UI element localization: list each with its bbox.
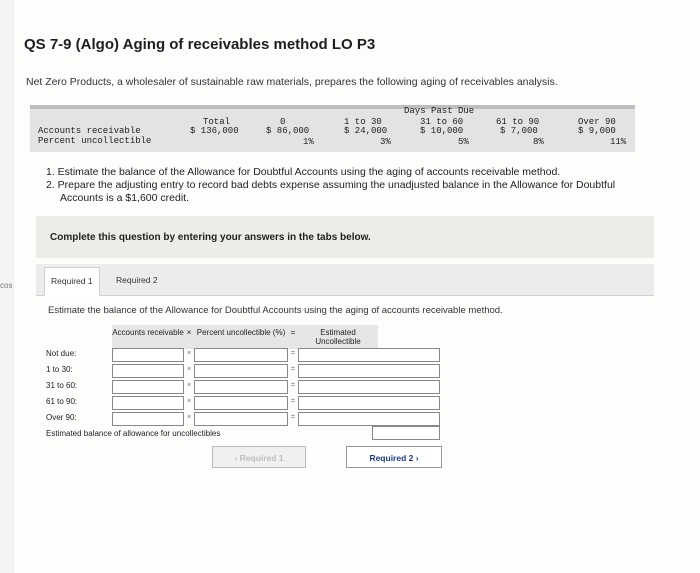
times-sign: ×: [186, 366, 192, 373]
ar-over-90: $ 9,000: [578, 126, 616, 136]
instruction-2: 2. Prepare the adjusting entry to record bad debts expense assuming the unadjusted balance in the Allowance for Doubtful: [46, 179, 616, 191]
row-label-not-due: Not due:: [46, 349, 77, 358]
complete-text: Complete this question by entering your answers in the tabs below.: [50, 232, 371, 243]
ar-input-31-60[interactable]: [112, 380, 184, 394]
times-sign: ×: [186, 414, 192, 421]
col-0-header: 0: [280, 117, 286, 127]
est-input-over-90[interactable]: [298, 412, 440, 426]
ar-input-over-90[interactable]: [112, 412, 184, 426]
header-times: ×: [184, 325, 194, 349]
row-label-1-30: 1 to 30:: [46, 365, 73, 374]
pct-61-90: 8%: [533, 137, 544, 147]
pct-input-31-60[interactable]: [194, 380, 288, 394]
est-input-31-60[interactable]: [298, 380, 440, 394]
ar-total: $ 136,000: [190, 126, 239, 136]
pct-31-60: 5%: [458, 137, 469, 147]
est-input-total[interactable]: [372, 426, 440, 440]
next-required-2-button[interactable]: Required 2 ›: [346, 446, 442, 468]
row-label-over-90: Over 90:: [46, 413, 77, 422]
row-label-31-60: 31 to 60:: [46, 381, 78, 390]
instructions: [46, 166, 615, 205]
tab-required-1[interactable]: Required 1: [44, 267, 100, 296]
pct-over-90: 11%: [610, 137, 627, 147]
ar-0: $ 86,000: [266, 126, 310, 136]
intro-text: Net Zero Products, a wholesaler of sustainable raw materials, prepares the following aging of receivables analysis.: [26, 76, 558, 88]
instruction-2-cont: Accounts is a $1,600 credit.: [60, 192, 189, 204]
ar-31-60: $ 10,000: [420, 126, 464, 136]
col-1-30-header: 1 to 30: [344, 117, 382, 127]
pct-1-30: 3%: [380, 137, 391, 147]
col-over-90-header: Over 90: [578, 117, 616, 127]
estimate-instruction: Estimate the balance of the Allowance for Doubtful Accounts using the aging of accounts receivable method.: [48, 305, 503, 316]
equals-sign: =: [290, 382, 296, 389]
row-label-pct: Percent uncollectible: [38, 136, 152, 146]
pct-input-61-90[interactable]: [194, 396, 288, 410]
ar-61-90: $ 7,000: [500, 126, 538, 136]
aging-header-bar: [30, 105, 635, 109]
equals-sign: =: [290, 350, 296, 357]
side-label: cos: [0, 281, 13, 290]
est-input-not-due[interactable]: [298, 348, 440, 362]
pct-input-not-due[interactable]: [194, 348, 288, 362]
col-total-header: Total: [203, 117, 231, 127]
row-label-ar: Accounts receivable: [38, 126, 141, 136]
aging-table: [30, 105, 635, 152]
row-label-total: Estimated balance of allowance for uncollectibles: [46, 429, 221, 438]
times-sign: ×: [186, 350, 192, 357]
header-accounts-receivable: Accounts receivable: [112, 325, 184, 349]
equals-sign: =: [290, 366, 296, 373]
est-input-61-90[interactable]: [298, 396, 440, 410]
tab-bar: [36, 264, 654, 296]
equals-sign: =: [290, 398, 296, 405]
days-past-due-label: Days Past Due: [404, 106, 475, 116]
ar-input-not-due[interactable]: [112, 348, 184, 362]
col-61-90-header: 61 to 90: [496, 117, 540, 127]
complete-banner: [36, 216, 654, 258]
equals-sign: =: [290, 414, 296, 421]
header-estimated-uncollectible: Estimated Uncollectible: [298, 325, 378, 349]
header-percent-uncollectible: Percent uncollectible (%): [194, 325, 288, 349]
ar-input-1-30[interactable]: [112, 364, 184, 378]
ar-1-30: $ 24,000: [344, 126, 388, 136]
pct-input-1-30[interactable]: [194, 364, 288, 378]
pct-input-over-90[interactable]: [194, 412, 288, 426]
estimate-grid: [46, 325, 442, 443]
row-label-61-90: 61 to 90:: [46, 397, 78, 406]
tab-required-2[interactable]: Required 2: [116, 275, 158, 285]
pct-0: 1%: [303, 137, 314, 147]
col-31-60-header: 31 to 60: [420, 117, 464, 127]
header-equals: =: [288, 325, 298, 349]
prev-required-1-button[interactable]: ‹ Required 1: [212, 446, 306, 468]
times-sign: ×: [186, 398, 192, 405]
est-input-1-30[interactable]: [298, 364, 440, 378]
times-sign: ×: [186, 382, 192, 389]
question-title: QS 7-9 (Algo) Aging of receivables method LO P3: [24, 36, 376, 53]
instruction-1: 1. Estimate the balance of the Allowance for Doubtful Accounts using the aging of accounts receivable method.: [46, 166, 561, 178]
ar-input-61-90[interactable]: [112, 396, 184, 410]
